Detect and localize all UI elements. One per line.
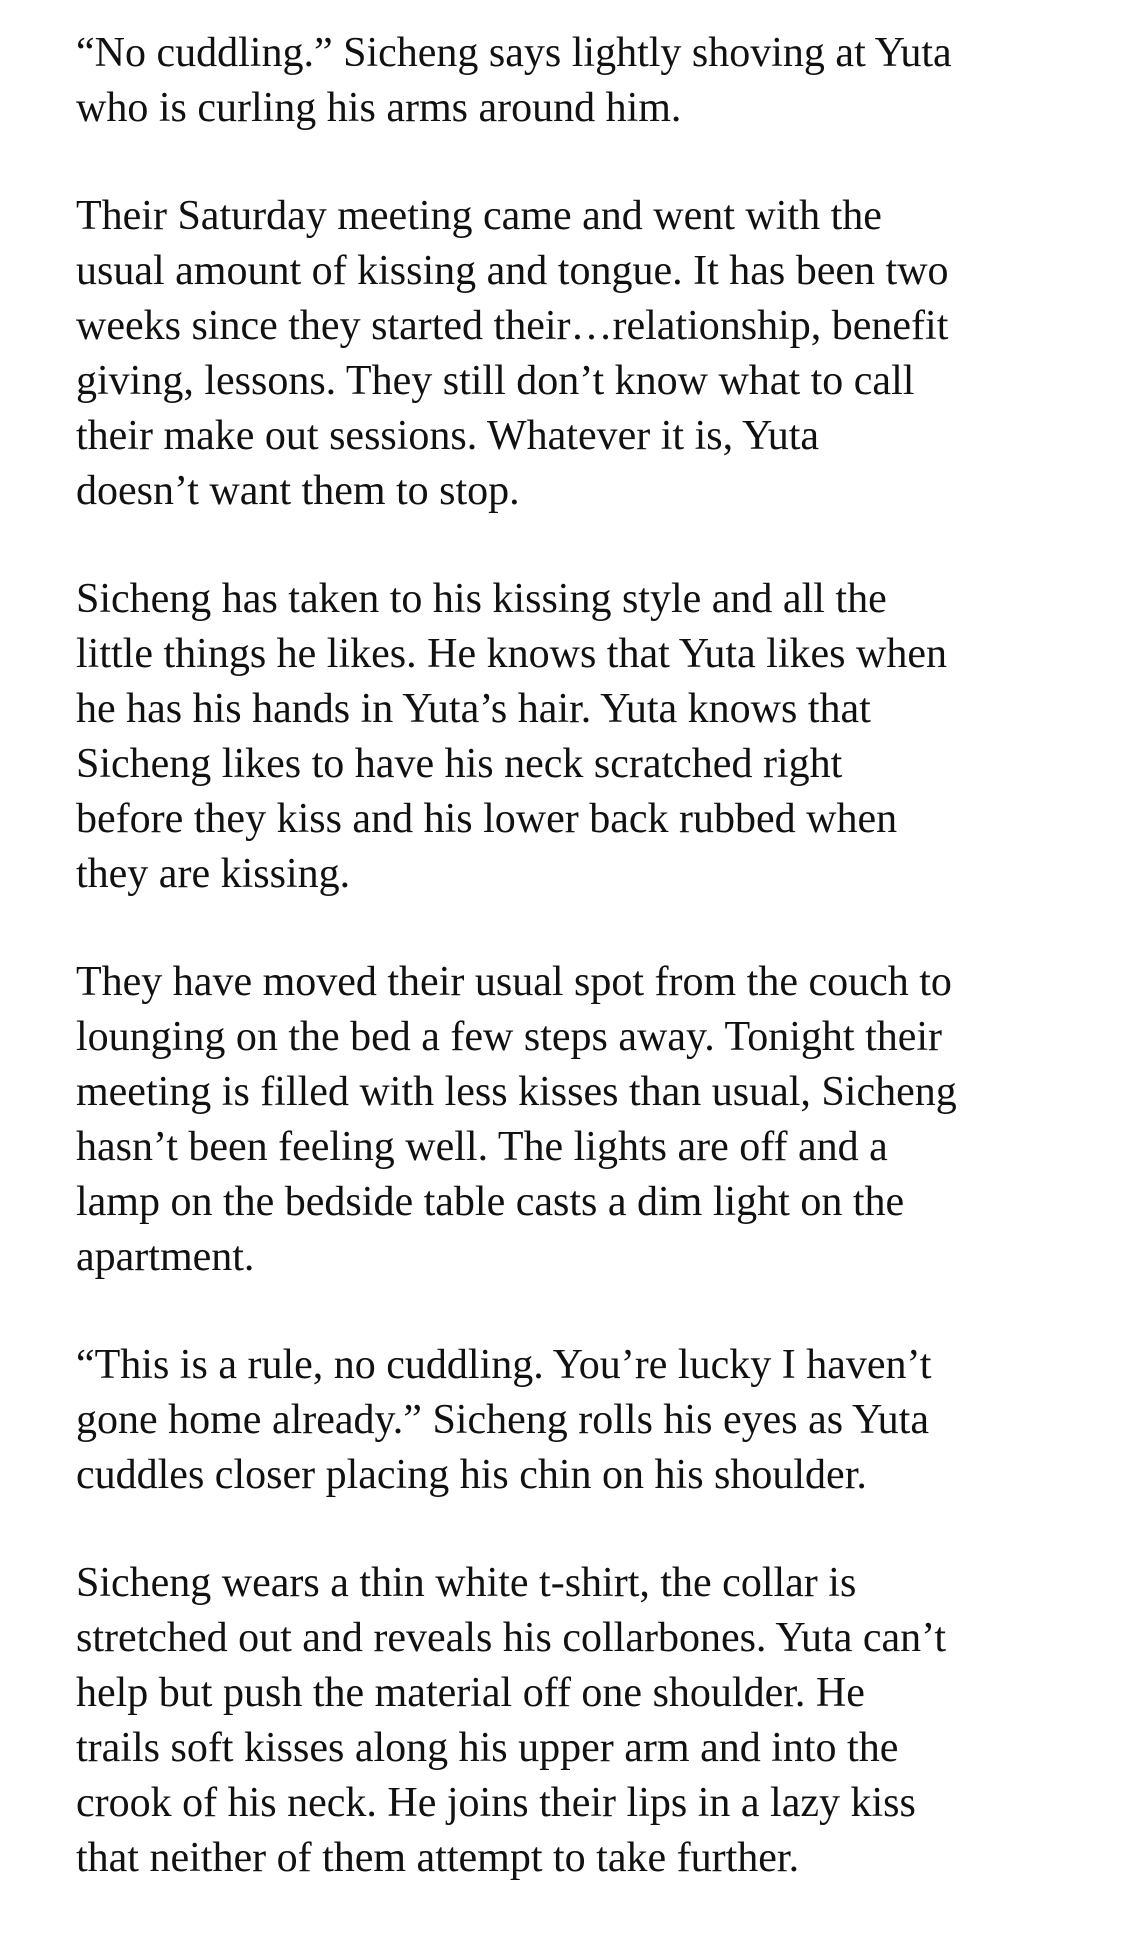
text-line: stretched out and reveals his collarbones. Yuta can’t [76,1615,947,1661]
text-line: meeting is filled with less kisses than usual, Sicheng [76,1069,957,1115]
paragraph-6 [76,1556,1116,1886]
text-line: usual amount of kissing and tongue. It has been two [76,248,949,294]
text-line: “No cuddling.” Sicheng says lightly shoving at Yuta [76,30,952,76]
text-line: who is curling his arms around him. [76,85,682,131]
text-line: before they kiss and his lower back rubbed when [76,796,898,842]
text-line: apartment. [76,1234,255,1280]
text-line: gone home already.” Sicheng rolls his eyes as Yuta [76,1397,929,1443]
paragraph-1 [76,26,1116,136]
text-line: lounging on the bed a few steps away. Tonight their [76,1014,943,1060]
text-line: they are kissing. [76,851,351,897]
text-line: giving, lessons. They still don’t know what to call [76,358,915,404]
paragraph-4 [76,955,1116,1285]
text-line: their make out sessions. Whatever it is, Yuta [76,413,820,459]
paragraph-3 [76,572,1116,902]
text-line: Sicheng likes to have his neck scratched right [76,741,843,787]
text-line: doesn’t want them to stop. [76,468,520,514]
paragraph-5 [76,1338,1116,1503]
text-line: lamp on the bedside table casts a dim light on the [76,1179,905,1225]
text-line: he has his hands in Yuta’s hair. Yuta knows that [76,686,871,732]
text-line: Sicheng has taken to his kissing style and all the [76,576,887,622]
text-line: that neither of them attempt to take further. [76,1835,800,1881]
text-line: “This is a rule, no cuddling. You’re lucky I haven’t [76,1342,932,1388]
text-line: weeks since they started their…relationship, benefit [76,303,949,349]
text-line: crook of his neck. He joins their lips in a lazy kiss [76,1780,916,1826]
text-line: little things he likes. He knows that Yuta likes when [76,631,947,677]
text-line: Sicheng wears a thin white t-shirt, the collar is [76,1560,857,1606]
text-line: help but push the material off one shoulder. He [76,1670,865,1716]
text-line: trails soft kisses along his upper arm and into the [76,1725,899,1771]
text-line: hasn’t been feeling well. The lights are off and a [76,1124,888,1170]
document-page [76,26,1116,1939]
text-line: They have moved their usual spot from the couch to [76,959,952,1005]
text-line: cuddles closer placing his chin on his shoulder. [76,1452,867,1498]
paragraph-2 [76,189,1116,519]
text-line: Their Saturday meeting came and went with the [76,193,882,239]
